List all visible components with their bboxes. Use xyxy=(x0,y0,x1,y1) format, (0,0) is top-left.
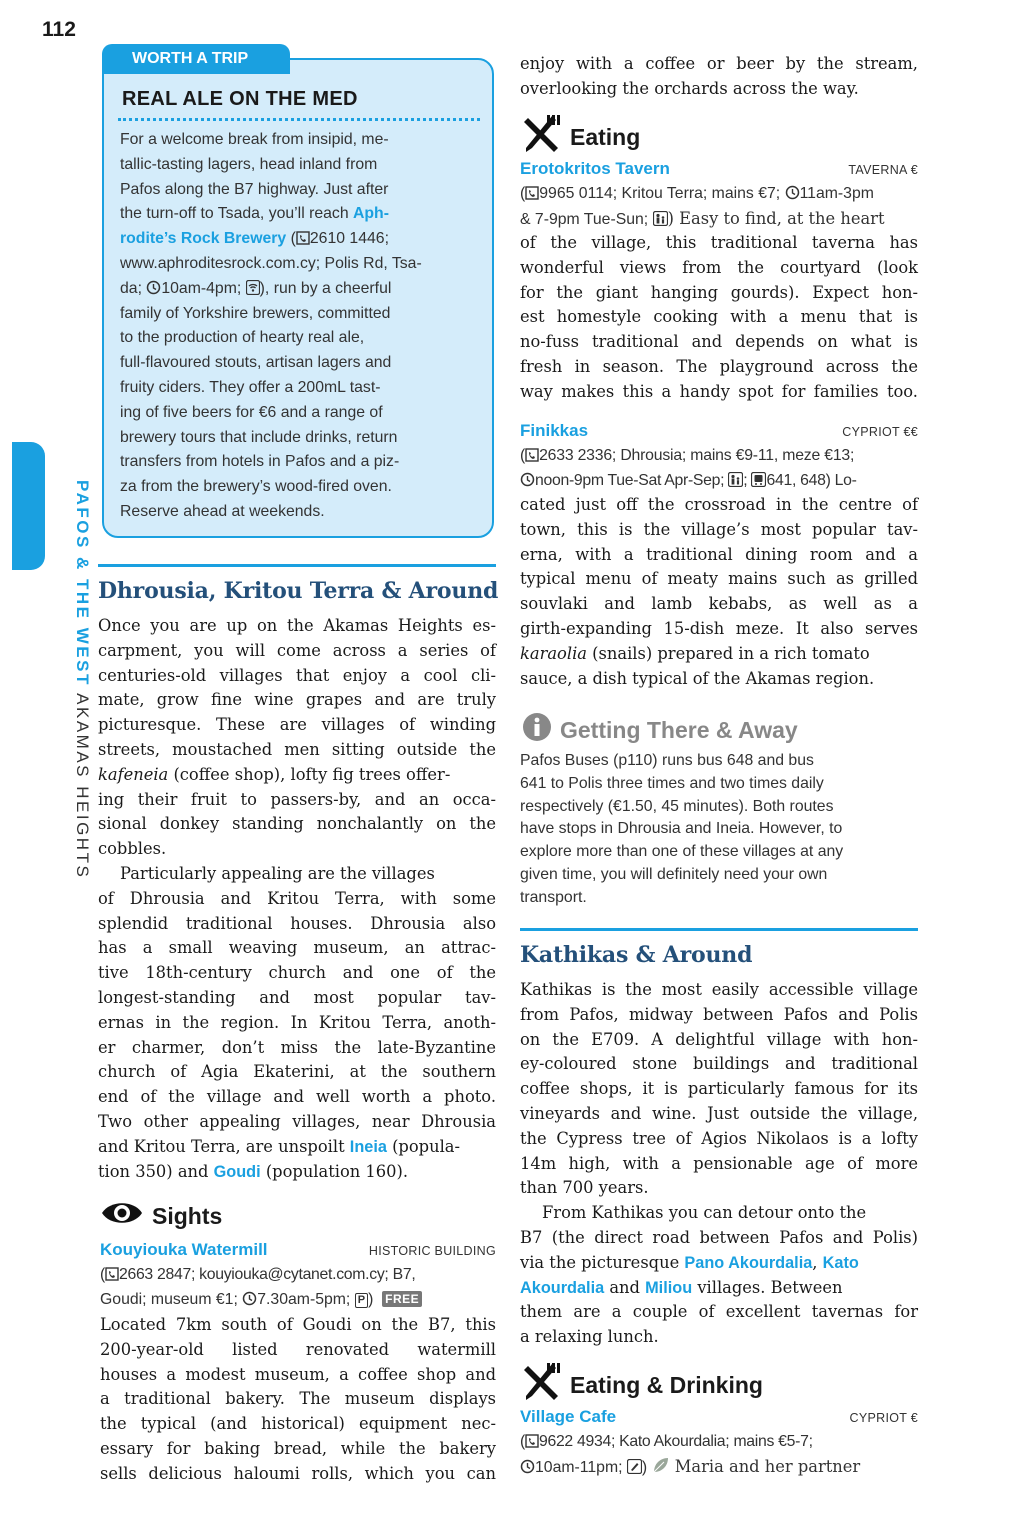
pano-akourdalia-link[interactable]: Pano Akourdalia xyxy=(684,1253,813,1272)
running-side-label xyxy=(72,480,92,879)
eye-icon xyxy=(100,1198,152,1234)
family-icon xyxy=(728,471,743,496)
clock-icon xyxy=(520,471,535,496)
eating-drinking-heading: Eating & Drinking xyxy=(522,1362,763,1408)
free-badge: FREE xyxy=(382,1291,422,1307)
erotokritos-info: ( 9965 0114; Kritou Terra; mains €7; 11am-3pm & 7-9pm Tue-Sun; ) Easy to find, at the heart xyxy=(520,182,918,232)
clock-icon xyxy=(242,1290,257,1315)
parking-icon: P xyxy=(355,1293,368,1308)
entry-type-cypriot: CYPRIOT € xyxy=(849,1411,918,1425)
bus-icon xyxy=(751,471,766,496)
clock-icon xyxy=(146,279,161,304)
dhrousia-body: Once you are up on the Akamas Heights es- carpment, you will come across a series of centuries-old villages that enjoy a cool cli- mate, grow fine wine grapes and are truly picturesque. These are villages of winding streets, moustached men sitting outside the kafeneia (coffee shop), lofty fig trees offer- ing their fruit to passers-by, and an occa- sional donkey standing nonchalantly on the cobbles. Particularly appealing are the villages of Dhrousia and Kritou Terra, with some splendid traditional houses. Dhrousia also has a small weaving museum, an attrac- tive 18th-century church and one of the longest-standing and most popular tav- ernas in the region. In Kritou Terra, anoth- er charmer, don’t miss the late-Byzantine church of Agia Ekaterini, at the southern end of the village and well worth a photo. Two other appealing villages, near Dhrousia and Kritou Terra, are unspoilt Ineia (popula- tion 350) and Goudi (population 160). xyxy=(98,616,496,1181)
brewery-link-cont[interactable]: rodite’s Rock Brewery xyxy=(120,230,287,248)
box-text: For a welcome break from insipid, me- tallic-tasting lagers, head inland from Pafos along the B7 highway. Just after the turn-off to Tsada, you’ll reach Aph- rodite’s Rock Brewery ( 2610 1446; www.aphroditesrock.com.cy; Polis Rd, Tsa- da; 10am-4pm; ), run by a cheerful family of Yorkshire brewers, committed to the production of hearty real ale, full-flavoured stouts, artisan lagers and fruity ciders. They offer a 200mL tast- ing of five beers for €6 and a range of brewery tours that include drinks, return transfers from hotels in Pafos and a piz- za from the brewery’s wood-fired oven. Reserve ahead at weekends. xyxy=(120,131,422,520)
village-cafe-link[interactable]: Village Cafe xyxy=(520,1407,617,1426)
page-number: 112 xyxy=(42,18,76,41)
miliou-link[interactable]: Miliou xyxy=(645,1278,693,1297)
finikkas-info: ( 2633 2336; Dhrousia; mains €9-11, meze €13; noon-9pm Tue-Sat Apr-Sep; ; 641, 648) Lo- xyxy=(520,444,918,494)
english-menu-icon xyxy=(627,1458,642,1483)
entry-type-taverna: TAVERNA € xyxy=(848,163,918,177)
clock-icon xyxy=(520,1458,535,1483)
kouyiouka-info: ( 2663 2847; kouyiouka@cytanet.com.cy; B7, Goudi; museum €1; 7.30am-5pm; P ) FREE xyxy=(100,1263,496,1313)
worth-a-trip-tab: WORTH A TRIP xyxy=(102,44,290,74)
info-icon xyxy=(522,712,560,748)
chapter-edge-tab xyxy=(12,442,45,570)
phone-icon xyxy=(525,184,539,209)
ineia-link[interactable]: Ineia xyxy=(349,1137,387,1156)
kouyiouka-desc: Located 7km south of Goudi on the B7, this 200-year-old listed renovated watermill houses a modest museum, a coffee shop and a traditional bakery. The museum displays the typical (and historical) equipment nec- essary for baking bread, while the bakery sells delicious haloumi rolls, which you can xyxy=(100,1315,496,1483)
leaf-icon xyxy=(652,1456,670,1483)
village-cafe-info: ( 9622 4934; Kato Akourdalia; mains €5-7; 10am-11pm; ) Maria and her partner xyxy=(520,1430,918,1480)
brewery-link[interactable]: Aph- xyxy=(353,205,389,223)
side-label-section: AKAMAS HEIGHTS xyxy=(73,693,92,880)
erotokritos-tavern-link[interactable]: Erotokritos Tavern xyxy=(520,159,670,178)
kato-akourdalia-link[interactable]: Kato xyxy=(822,1253,859,1272)
phone-icon xyxy=(296,229,310,254)
entry-type-historic: HISTORIC BUILDING xyxy=(368,1244,496,1258)
erotokritos-desc: of the village, this traditional taverna has wonderful views from the courtyard (look for the giant hanging gourds). Expect hon- est homestyle cooking with a menu that is no-fuss traditional and depends on what is fresh in season. The playground across the way makes this a handy spot for families too. xyxy=(520,233,918,401)
right-continued-text: enjoy with a coffee or beer by the stream, overlooking the orchards across the way. xyxy=(520,54,918,98)
section-title-kathikas: Kathikas & Around xyxy=(520,942,753,968)
box-title: REAL ALE ON THE MED xyxy=(122,88,358,110)
section-title-dhrousia: Dhrousia, Kritou Terra & Around xyxy=(98,578,499,604)
kouyiouka-watermill-link[interactable]: Kouyiouka Watermill xyxy=(100,1240,268,1259)
kato-akourdalia-link-cont[interactable]: Akourdalia xyxy=(520,1278,605,1297)
wifi-icon xyxy=(246,279,260,304)
fork-knife-icon xyxy=(522,114,570,160)
sights-heading: Sights xyxy=(100,1198,222,1234)
phone-icon xyxy=(525,1432,539,1457)
getting-there-heading: Getting There & Away xyxy=(522,712,798,748)
eating-heading: Eating xyxy=(522,114,640,160)
box-dotted-rule xyxy=(118,118,480,121)
section-rule-dhrousia xyxy=(98,564,496,567)
clock-icon xyxy=(785,184,800,209)
fork-knife-icon xyxy=(522,1362,570,1408)
phone-icon xyxy=(525,446,539,471)
finikkas-link[interactable]: Finikkas xyxy=(520,421,589,440)
side-label-region: PAFOS & THE WEST xyxy=(73,480,92,687)
phone-icon xyxy=(105,1265,119,1290)
kathikas-body: Kathikas is the most easily accessible village from Pafos, midway between Pafos and Polis on the E709. A delightful village with hon- ey-coloured stone buildings and traditional coffee shops, it is particularly famous for its vineyards and wine. Just outside the village, the Cypress tree of Agios Nikolaos is a lofty 14m high, with a pensionable age of more than 700 years. From Kathikas you can detour onto the B7 (the direct road between Pafos and Polis) via the picturesque Pano Akourdalia, Kato Akourdalia and Miliou villages. Between them are a couple of excellent tavernas for a relaxing lunch. xyxy=(520,980,918,1347)
finikkas-desc: cated just off the crossroad in the centre of town, this is the village’s most popular tav- erna, with a traditional dining room and a typical menu of meaty mains such as grilled souvlaki and lamb kebabs, as well as a girth-expanding 15-dish meze. It also serves karaolia (snails) prepared in a rich tomato sauce, a dish typical of the Akamas region. xyxy=(520,495,918,688)
entry-type-cypriot: CYPRIOT €€ xyxy=(842,425,918,439)
goudi-link[interactable]: Goudi xyxy=(213,1162,261,1181)
getting-there-text: Pafos Buses (p110) runs bus 648 and bus 641 to Polis three times and two times daily respectively (€1.50, 45 minutes). Both routes have stops in Dhrousia and Ineia. However, to explore more than one of these villages at any given time, you will definitely need your own transport. xyxy=(520,752,844,906)
section-rule-kathikas xyxy=(520,928,918,931)
